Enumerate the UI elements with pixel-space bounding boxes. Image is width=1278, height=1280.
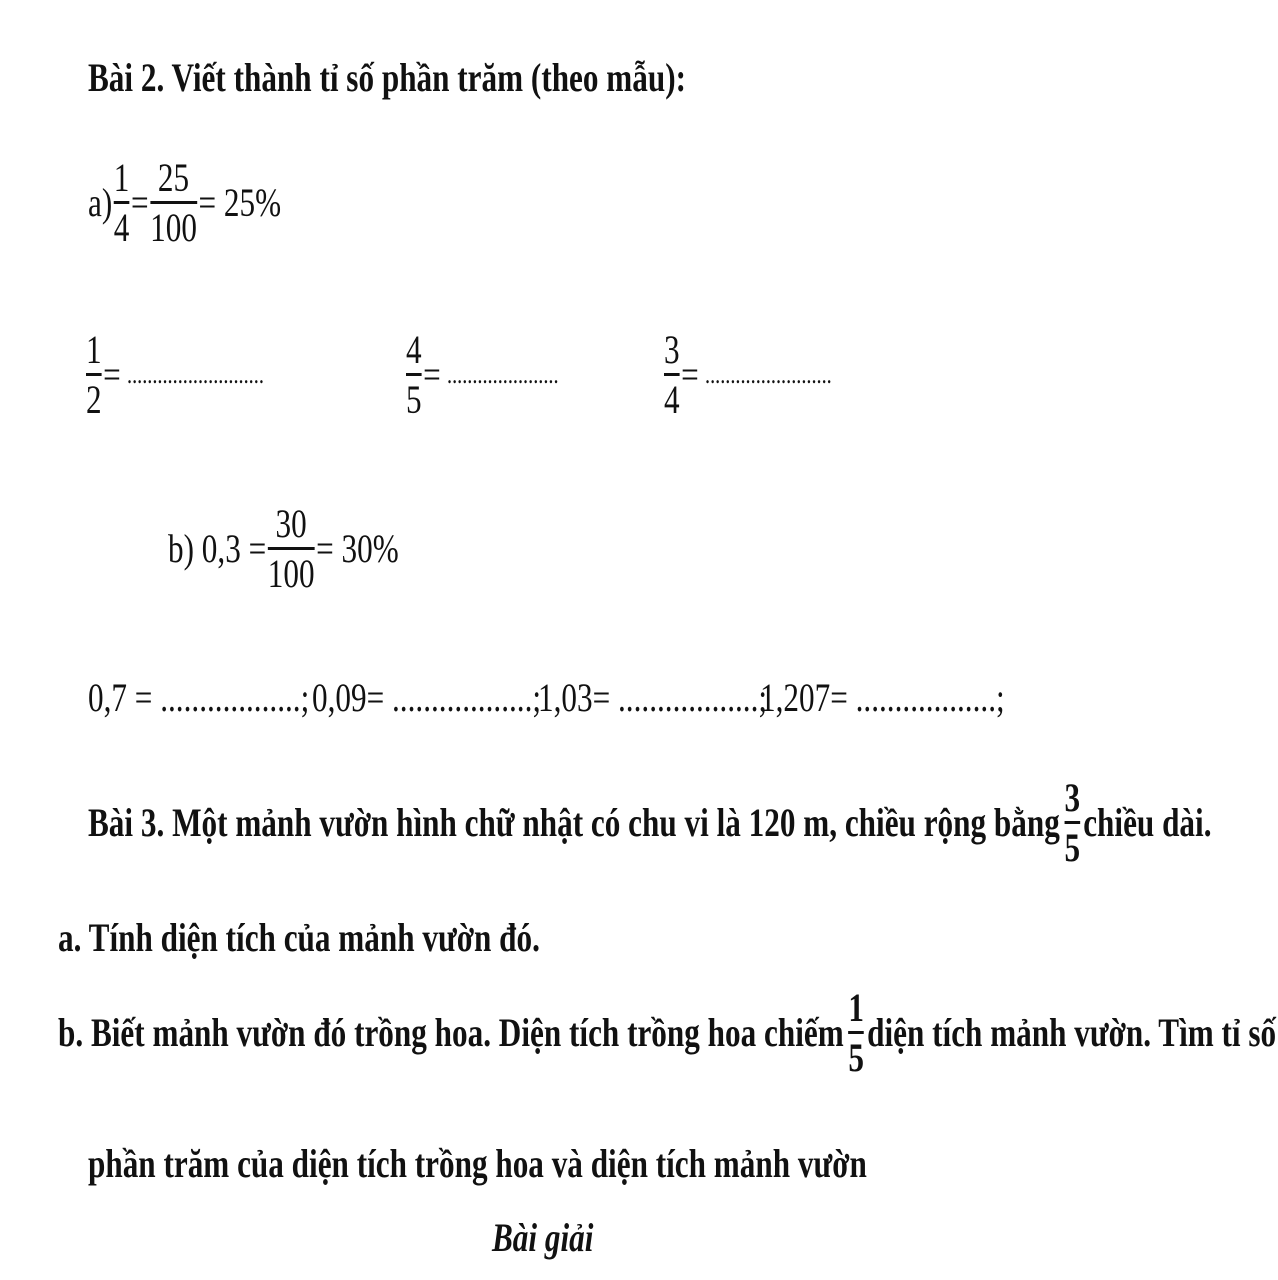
denominator: 2 bbox=[86, 377, 102, 422]
example-a-result: = 25% bbox=[198, 180, 282, 225]
equals-sign: = bbox=[681, 352, 699, 397]
example-b-prefix: b) 0,3 = bbox=[168, 526, 267, 571]
denominator: 4 bbox=[113, 205, 130, 250]
numerator: 25 bbox=[157, 155, 190, 200]
example-b bbox=[168, 501, 400, 596]
fraction-1-4 bbox=[113, 155, 130, 250]
example-a-prefix: a) bbox=[88, 180, 113, 225]
bai3-part-a: a. Tính diện tích của mảnh vườn đó. bbox=[58, 915, 540, 960]
fraction-30-100 bbox=[267, 501, 315, 596]
example-b-result: = 30% bbox=[316, 526, 399, 571]
answer-blank[interactable]: ......................... bbox=[704, 360, 832, 389]
bai3-title bbox=[88, 775, 1213, 870]
fraction bbox=[406, 327, 422, 422]
answer-blank[interactable]: ........................... bbox=[126, 360, 264, 389]
denominator: 5 bbox=[848, 1035, 864, 1080]
equals-sign: = bbox=[423, 352, 441, 397]
fraction-bar bbox=[1064, 821, 1080, 824]
answer-blank[interactable]: ...................... bbox=[446, 360, 559, 389]
example-a bbox=[88, 155, 283, 250]
fraction bbox=[86, 327, 102, 422]
exercise-fraction-2 bbox=[406, 327, 560, 422]
fraction-3-5 bbox=[1064, 775, 1081, 870]
fraction-bar bbox=[114, 201, 130, 204]
bai3-title-text: Bài 3. Một mảnh vườn hình chữ nhật có chu vi là 120 m, chiều rộng bằng bbox=[88, 800, 1060, 845]
fraction-bar bbox=[406, 373, 422, 376]
fraction-1-5 bbox=[848, 985, 864, 1080]
denominator: 100 bbox=[150, 205, 197, 250]
bai3-part-b bbox=[58, 985, 1278, 1080]
equals-sign: = bbox=[130, 180, 149, 225]
fraction-bar bbox=[150, 201, 197, 204]
bai3-part-b-line2: phần trăm của diện tích trồng hoa và diện tích mảnh vườn bbox=[88, 1141, 867, 1186]
exercise-decimal-1[interactable]: 0,7 = ..................; bbox=[88, 675, 310, 720]
exercise-decimal-4[interactable]: 1,207= ..................; bbox=[760, 675, 1005, 720]
numerator: 1 bbox=[86, 327, 102, 372]
solution-label: Bài giải bbox=[492, 1215, 594, 1260]
numerator: 3 bbox=[664, 327, 680, 372]
fraction-bar bbox=[86, 373, 102, 376]
denominator: 100 bbox=[267, 551, 315, 596]
bai3-title-end: chiều dài. bbox=[1083, 800, 1212, 845]
fraction-bar bbox=[848, 1031, 864, 1034]
exercise-fraction-1 bbox=[86, 327, 265, 422]
numerator: 1 bbox=[113, 155, 130, 200]
numerator: 1 bbox=[848, 985, 864, 1030]
numerator: 30 bbox=[275, 501, 307, 546]
fraction-25-100 bbox=[150, 155, 197, 250]
bai3-part-b-text: b. Biết mảnh vườn đó trồng hoa. Diện tích trồng hoa chiếm bbox=[58, 1010, 844, 1055]
exercise-fraction-3 bbox=[664, 327, 833, 422]
fraction-bar bbox=[268, 547, 315, 550]
bai2-title: Bài 2. Viết thành tỉ số phần trăm (theo mẫu): bbox=[88, 55, 687, 100]
numerator: 3 bbox=[1064, 775, 1081, 820]
denominator: 4 bbox=[664, 377, 680, 422]
numerator: 4 bbox=[406, 327, 422, 372]
fraction-bar bbox=[664, 373, 680, 376]
fraction bbox=[664, 327, 680, 422]
equals-sign: = bbox=[103, 352, 121, 397]
denominator: 5 bbox=[406, 377, 422, 422]
denominator: 5 bbox=[1064, 825, 1081, 870]
exercise-decimal-2[interactable]: 0,09= ..................; bbox=[312, 675, 542, 720]
bai3-part-b-end: diện tích mảnh vườn. Tìm tỉ số bbox=[867, 1010, 1277, 1055]
exercise-decimal-3[interactable]: 1,03= ..................; bbox=[538, 675, 768, 720]
